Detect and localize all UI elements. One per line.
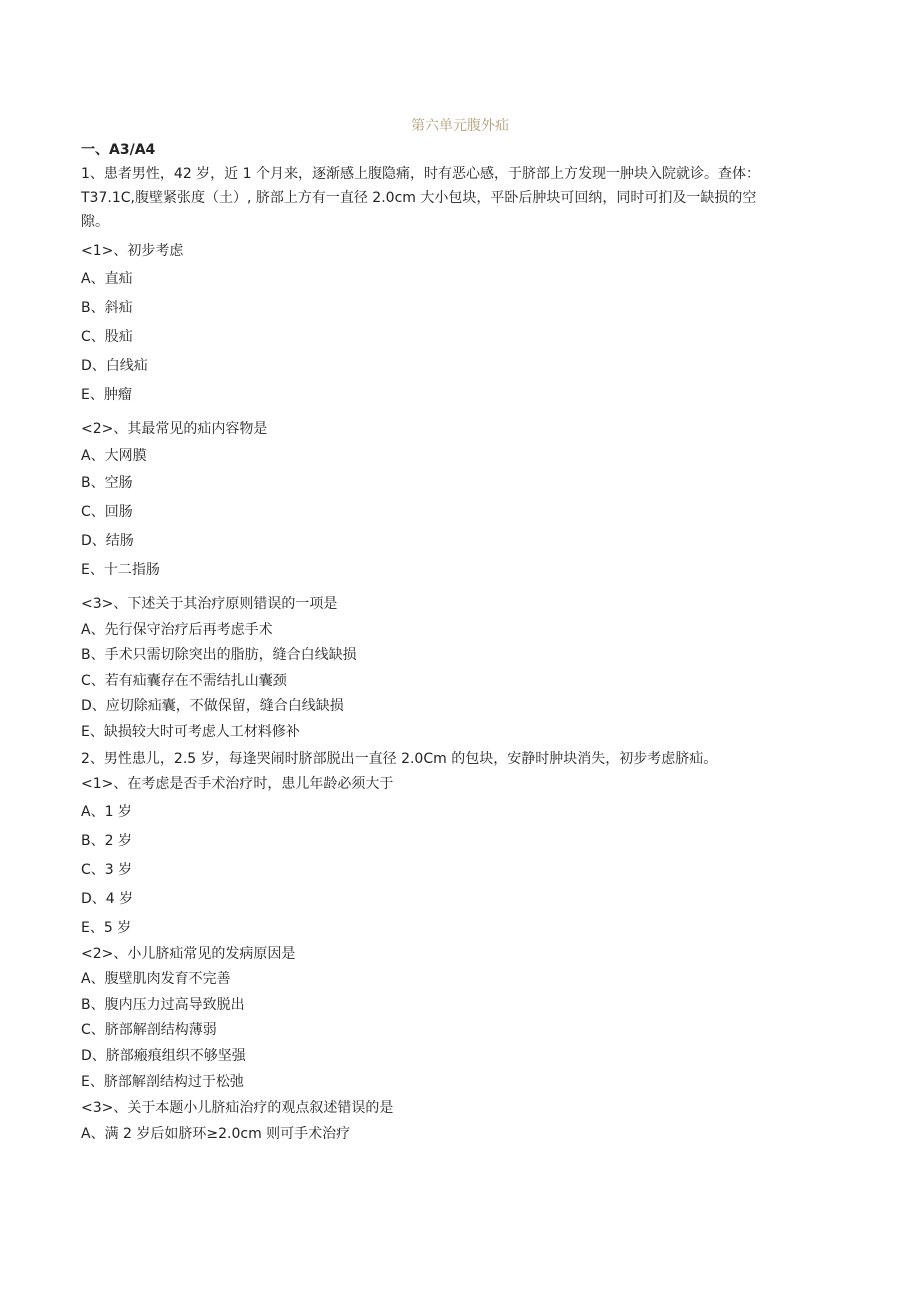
option: A、大网膜 [81, 448, 147, 464]
option: E、缺损较大时可考虑人工材料修补 [81, 724, 300, 740]
page-title: 第六单元腹外疝 [411, 118, 509, 134]
question-1-stem-line: T37.1C,腹壁紧张度（土）, 脐部上方有一直径 2.0cm 大小包块，平卧后肿块可回纳，同时可扪及一缺损的空 [81, 190, 757, 206]
option: E、5 岁 [81, 920, 132, 936]
question-2-sub-1-prompt: <1>、在考虑是否手术治疗时，患儿年龄必须大于 [81, 776, 394, 792]
question-1-sub-1-prompt: <1>、初步考虑 [81, 243, 184, 259]
question-1-sub-2-prompt: <2>、其最常见的疝内容物是 [81, 421, 268, 437]
option: C、股疝 [81, 329, 133, 345]
option: D、白线疝 [81, 358, 148, 374]
option: B、空肠 [81, 475, 133, 491]
option: B、2 岁 [81, 833, 132, 849]
option: C、回肠 [81, 504, 133, 520]
question-1-stem-line: 隙。 [81, 214, 109, 230]
section-heading: 一、A3/A4 [81, 142, 156, 158]
option: D、应切除疝囊，不做保留，缝合白线缺损 [81, 698, 344, 714]
option: B、腹内压力过高导致脱出 [81, 997, 245, 1013]
option: E、脐部解剖结构过于松弛 [81, 1074, 244, 1090]
option: B、斜疝 [81, 300, 133, 316]
option: A、先行保守治疗后再考虑手术 [81, 622, 273, 638]
question-2-stem: 2、男性患儿，2.5 岁，每逢哭闹时脐部脱出一直径 2.0Cm 的包块，安静时肿块消失，初步考虑脐疝。 [81, 751, 718, 767]
question-1-stem [81, 162, 821, 234]
option: D、结肠 [81, 533, 134, 549]
option: C、3 岁 [81, 862, 133, 878]
option: A、腹壁肌肉发育不完善 [81, 971, 231, 987]
option: E、肿瘤 [81, 387, 132, 403]
question-2-sub-2-prompt: <2>、小儿脐疝常见的发病原因是 [81, 946, 296, 962]
option: C、脐部解剖结构薄弱 [81, 1022, 217, 1038]
option: C、若有疝囊存在不需结扎山囊颈 [81, 673, 287, 689]
question-1-sub-3-prompt: <3>、下述关于其治疗原则错误的一项是 [81, 596, 338, 612]
option: A、1 岁 [81, 804, 132, 820]
option: B、手术只需切除突出的脂肪，缝合白线缺损 [81, 647, 357, 663]
question-2-sub-3-prompt: <3>、关于本题小儿脐疝治疗的观点叙述错误的是 [81, 1100, 394, 1116]
option: A、满 2 岁后如脐环≥2.0cm 则可手术治疗 [81, 1126, 351, 1142]
option: A、直疝 [81, 271, 133, 287]
question-1-stem-line: 1、患者男性，42 岁，近 1 个月来，逐渐感上腹隐痛，时有恶心感，于脐部上方发现一肿块入院就诊。查体： [81, 166, 760, 182]
option: D、脐部瘢痕组织不够坚强 [81, 1048, 246, 1064]
option: D、4 岁 [81, 891, 134, 907]
option: E、十二指肠 [81, 562, 160, 578]
